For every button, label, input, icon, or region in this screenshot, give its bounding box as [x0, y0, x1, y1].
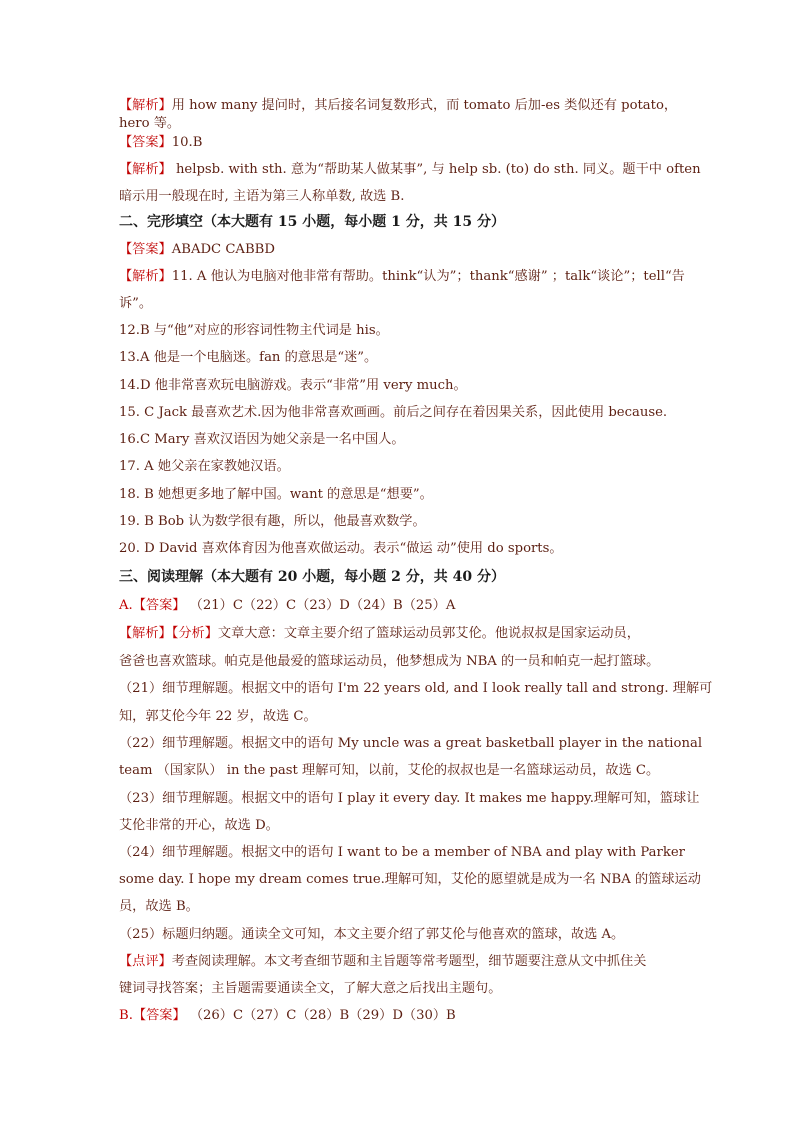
text-line	[119, 486, 433, 504]
section-tag: A.【答案】	[119, 598, 186, 613]
line-text: team （国家队） in the past 理解可知，以前，艾伦的叔叔也是一名篮球运动员，故选 C。	[119, 763, 660, 778]
line-text: hero 等。	[119, 116, 181, 131]
text-line	[119, 953, 647, 971]
text-line	[119, 1007, 456, 1025]
text-line	[119, 97, 677, 115]
text-line	[119, 161, 701, 179]
section-heading	[119, 568, 505, 586]
text-line	[119, 241, 275, 259]
section-tag: 【答案】	[119, 135, 172, 150]
line-text: 文章大意：文章主要介绍了篮球运动员郭艾伦。他说叔叔是国家运动员，	[217, 626, 640, 641]
text-line	[119, 349, 377, 367]
line-text: 16.C Mary 喜欢汉语因为她父亲是一名中国人。	[119, 432, 405, 447]
text-line	[119, 735, 702, 753]
text-line	[119, 708, 317, 726]
line-text: 18. B 她想更多地了解中国。want 的意思是“想要”。	[119, 487, 433, 502]
text-line	[119, 513, 426, 531]
line-text: （23）细节理解题。根据文中的语句 I play it every day. It makes me happy.理解可知，篮球让	[119, 791, 700, 806]
text-line	[119, 680, 712, 698]
line-text: some day. I hope my dream comes true.理解可知，艾伦的愿望就是成为一名 NBA 的篮球运动	[119, 872, 701, 887]
text-line	[119, 898, 199, 916]
line-text: 11. A 他认为电脑对他非常有帮助。think“认为”；thank“感谢” ；talk“谈论”；tell“告	[171, 269, 685, 284]
section-tag: 【解析】	[119, 98, 172, 113]
text-line	[119, 458, 290, 476]
line-text: （24）细节理解题。根据文中的语句 I want to be a member of NBA and play with Parker	[119, 845, 685, 860]
section-tag: 【答案】	[119, 242, 172, 257]
text-line	[119, 404, 667, 422]
line-text: 14.D 他非常喜欢玩电脑游戏。表示“非常”用 very much。	[119, 378, 467, 393]
text-line	[119, 653, 659, 671]
section-tag: 【点评】	[119, 954, 172, 969]
text-line	[119, 844, 685, 862]
line-text: 考查阅读理解。本文考查细节题和主旨题等常考题型，细节题要注意从文中抓住关	[171, 954, 647, 969]
text-line	[119, 115, 180, 133]
text-line	[119, 762, 659, 780]
section-tag: 【解析】【分析】	[119, 626, 218, 641]
line-text: （22）细节理解题。根据文中的语句 My uncle was a great basketball player in the national	[119, 736, 703, 751]
text-line	[119, 597, 455, 615]
line-text: 20. D David 喜欢体育因为他喜欢做运动。表示“做运 动”使用 do sports。	[119, 541, 563, 556]
line-text: 17. A 她父亲在家教她汉语。	[119, 459, 290, 474]
text-line	[119, 625, 640, 643]
text-line	[119, 377, 467, 395]
text-line	[119, 980, 501, 998]
text-line	[119, 295, 152, 313]
line-text: 爸爸也喜欢篮球。帕克是他最爱的篮球运动员，他梦想成为 NBA 的一员和帕克一起打篮球。	[119, 654, 660, 669]
line-text: 10.B	[171, 135, 203, 150]
text-line	[119, 188, 404, 206]
line-text: （26）C（27）C（28）B（29）D（30）B	[185, 1008, 456, 1023]
heading-text: 三、阅读理解（本大题有 20 小题，每小题 2 分，共 40 分）	[119, 569, 505, 585]
line-text: 15. C Jack 最喜欢艺术.因为他非常喜欢画画。前后之间存在着因果关系，因此使用 because.	[119, 405, 668, 420]
section-tag: 【解析】	[119, 162, 172, 177]
line-text: 19. B Bob 认为数学很有趣，所以，他最喜欢数学。	[119, 514, 426, 529]
line-text: 员，故选 B。	[119, 899, 199, 914]
line-text: 12.B 与“他”对应的形容词性物主代词是 his。	[119, 323, 389, 338]
heading-text: 二、完形填空（本大题有 15 小题，每小题 1 分，共 15 分）	[119, 214, 505, 230]
text-line	[119, 134, 202, 152]
line-text: 艾伦非常的开心，故选 D。	[119, 818, 279, 833]
line-text: （25）标题归纳题。通读全文可知，本文主要介绍了郭艾伦与他喜欢的篮球，故选 A。	[119, 927, 625, 942]
text-line	[119, 871, 701, 889]
section-heading	[119, 213, 505, 231]
line-text: 用 how many 提问时，其后接名词复数形式，而 tomato 后加-es 类似还有 potato，	[171, 98, 678, 113]
text-line	[119, 790, 699, 808]
line-text: 诉”。	[119, 296, 153, 311]
line-text: （21）C（22）C（23）D（24）B（25）A	[185, 598, 456, 613]
text-line	[119, 540, 563, 558]
text-line	[119, 431, 405, 449]
line-text: （21）细节理解题。根据文中的语句 I'm 22 years old, and I look really tall and strong. 理解可	[119, 681, 713, 696]
section-tag: B.【答案】	[119, 1008, 186, 1023]
section-tag: 【解析】	[119, 269, 172, 284]
text-line	[119, 268, 685, 286]
line-text: helpsb. with sth. 意为“帮助某人做某事”, 与 help sb. (to) do sth. 同义。题干中 often	[171, 162, 701, 177]
line-text: ABADC CABBD	[171, 242, 275, 257]
line-text: 13.A 他是一个电脑迷。fan 的意思是“迷”。	[119, 350, 378, 365]
text-line	[119, 322, 389, 340]
text-line	[119, 817, 279, 835]
line-text: 键词寻找答案；主旨题需要通读全文，了解大意之后找出主题句。	[119, 981, 502, 996]
line-text: 暗示用一般现在时, 主语为第三人称单数, 故选 B.	[119, 189, 405, 204]
text-line	[119, 926, 624, 944]
line-text: 知，郭艾伦今年 22 岁，故选 C。	[119, 709, 317, 724]
